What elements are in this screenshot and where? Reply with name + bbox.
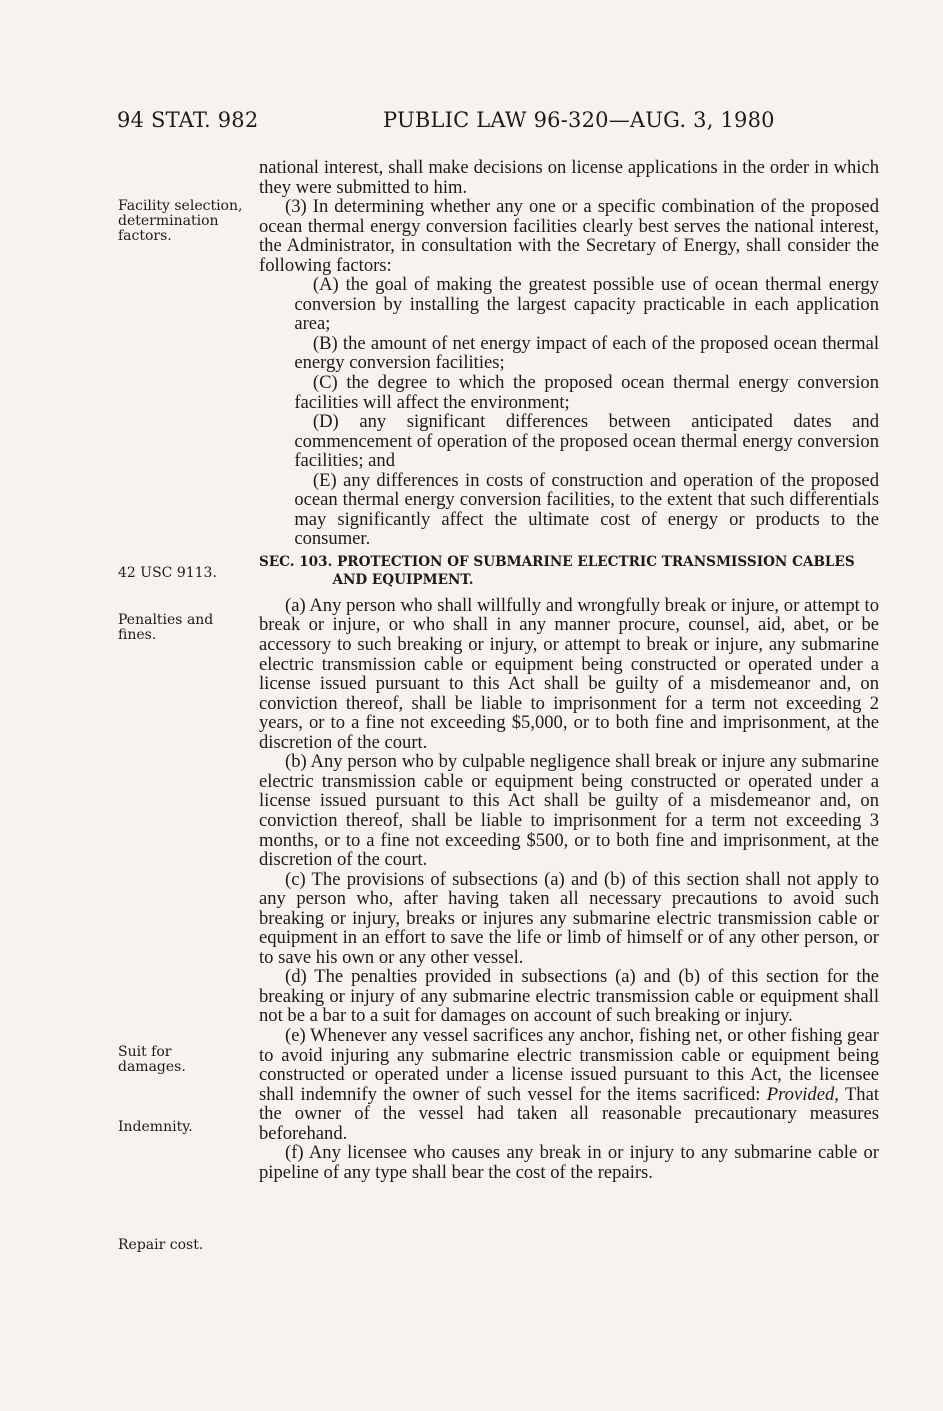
paragraph-3: (3) In determining whether any one or a specific combination of the proposed ocean thermal energy conversion facilities clearly best serves the national interest, the Administrator, in consultation with the Secretary of Energy, shall consider the following factors: [259, 196, 879, 276]
page-header-title: PUBLIC LAW 96-320—AUG. 3, 1980 [383, 108, 775, 132]
subsection-b: (b) Any person who by culpable negligence shall break or injure any submarine electric transmission cable or equipment being constructed or operated under a license issued pursuant to this Act shall be guilty of a misdemeanor and, on conviction thereof, shall be liable to imprisonment for a term not exceeding 3 months, or to a fine not exceeding $500, or to both fine and imprisonment, at the discretion of the court. [259, 751, 879, 871]
margin-note-usc: 42 USC 9113. [118, 565, 217, 581]
paragraph-B: (B) the amount of net energy impact of each of the proposed ocean thermal energy conversion facilities; [294, 332, 879, 374]
paragraph-E: (E) any differences in costs of construction and operation of the proposed ocean thermal energy conversion facilities, to the extent that such differentials may significantly affect the ultimate cost of energy or products to the consumer. [294, 469, 879, 550]
body-text [259, 158, 879, 1182]
section-heading-line1: SEC. 103. PROTECTION OF SUBMARINE ELECTRIC TRANSMISSION CABLES [259, 553, 855, 570]
subsection-e-text: (e) Whenever any vessel sacrifices any anchor, fishing net, or other fishing gear to avoid injuring any submarine electric transmission cable or equipment being constructed or operated under a license issued pursuant to this Act, the licensee shall indemnify the owner of such vessel for the items sacrificed: [259, 1024, 879, 1105]
subsection-e-text-2: That the owner of the vessel had taken all reasonable precautionary measures beforehand. [259, 1083, 880, 1144]
subsection-e [259, 1026, 879, 1143]
subsection-f: (f) Any licensee who causes any break in or injury to any submarine cable or pipeline of any type shall bear the cost of the repairs. [259, 1142, 879, 1183]
paragraph-A: (A) the goal of making the greatest possible use of ocean thermal energy conversion by installing the largest capacity practicable in each application area; [294, 274, 879, 335]
section-heading [259, 553, 879, 590]
paragraph-C: (C) the degree to which the proposed ocean thermal energy conversion facilities will affect the environment; [294, 372, 879, 413]
paragraph-continuation: national interest, shall make decisions on license applications in the order in which they were submitted to him. [259, 157, 879, 198]
margin-note-facility: Facility selection, determination factors. [118, 198, 243, 244]
margin-note-indemnity: Indemnity. [118, 1119, 193, 1135]
subsection-e-provided: Provided, [766, 1083, 839, 1105]
statute-page-reference: 94 STAT. 982 [117, 108, 259, 132]
subsection-d: (d) The penalties provided in subsections (a) and (b) of this section for the breaking or injury of any submarine electric transmission cable or equipment shall not be a bar to a suit for damages on account of such breaking or injury. [259, 966, 879, 1027]
subsection-c: (c) The provisions of subsections (a) and (b) of this section shall not apply to any person who, after having taken all necessary precautions to avoid such breaking or injury, breaks or injures any submarine electric transmission cable or equipment in an effort to save the life or limb of himself or of any other person, or to save his own or any other vessel. [259, 868, 879, 968]
subsection-a: (a) Any person who shall willfully and wrongfully break or injure, or attempt to break or injure, or who shall in any manner procure, counsel, aid, abet, or be accessory to such breaking or injury, or attempt to break or injure, any submarine electric transmission cable or equipment being constructed or operated under a license issued pursuant to this Act shall be guilty of a misdemeanor and, on conviction thereof, shall be liable to imprisonment for a term not exceeding 2 years, or to a fine not exceeding $5,000, or to both fine and imprisonment, at the discretion of the court. [259, 594, 879, 753]
section-heading-line2: AND EQUIPMENT. [332, 572, 474, 589]
margin-note-penalties: Penalties and fines. [118, 612, 214, 643]
paragraph-D: (D) any significant differences between anticipated dates and commencement of operation of the proposed ocean thermal energy conversion facilities; and [294, 411, 879, 472]
margin-note-repair: Repair cost. [118, 1237, 204, 1253]
margin-note-suit: Suit for damages. [118, 1044, 186, 1075]
